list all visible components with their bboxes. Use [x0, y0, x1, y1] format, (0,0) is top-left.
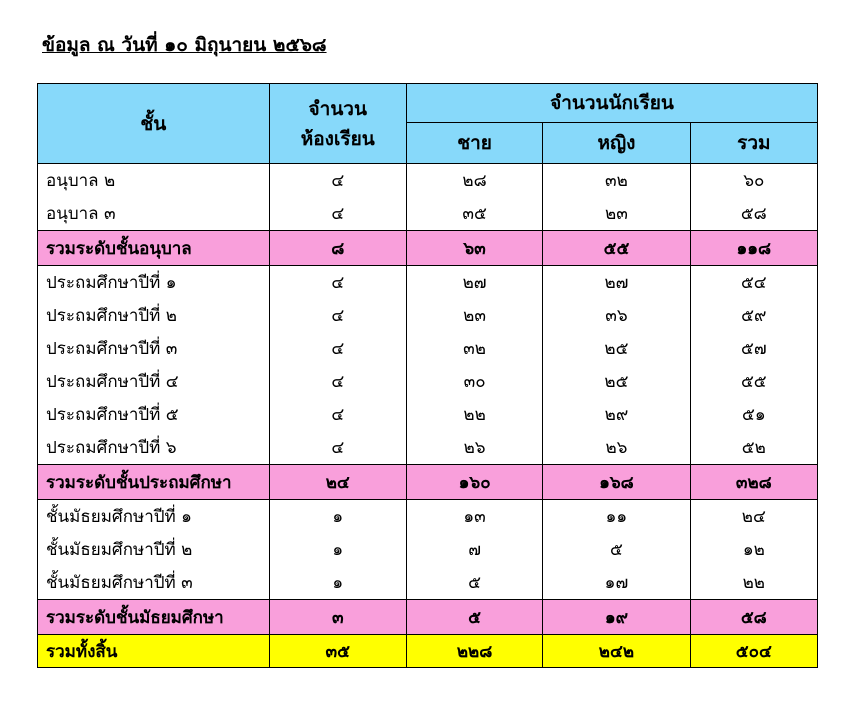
row-female: ๓๒ — [543, 164, 690, 198]
row-rooms: ๔ — [269, 365, 406, 398]
header-rooms-line2: ห้องเรียน — [300, 127, 375, 150]
subtotal-total: ๑๑๘ — [690, 231, 817, 266]
subtotal-rooms: ๒๔ — [269, 465, 406, 500]
row-name: ประถมศึกษาปีที่ ๔ — [38, 365, 270, 398]
row-name: อนุบาล ๒ — [38, 164, 270, 198]
table-row — [38, 500, 818, 534]
subtotal-rooms: ๓ — [269, 600, 406, 635]
table-row — [38, 266, 818, 300]
row-male: ๓๒ — [406, 332, 542, 365]
header-level: ชั้น — [38, 84, 270, 164]
grand-total-rooms: ๓๕ — [269, 635, 406, 668]
row-male: ๕ — [406, 566, 542, 600]
row-female: ๒๖ — [543, 431, 690, 465]
row-total: ๑๒ — [690, 533, 817, 566]
row-female: ๑๗ — [543, 566, 690, 600]
header-rooms — [269, 84, 406, 164]
row-rooms: ๔ — [269, 164, 406, 198]
row-female: ๑๑ — [543, 500, 690, 534]
subtotal-total: ๕๘ — [690, 600, 817, 635]
row-rooms: ๔ — [269, 431, 406, 465]
table-row — [38, 431, 818, 465]
row-rooms: ๔ — [269, 398, 406, 431]
row-male: ๒๖ — [406, 431, 542, 465]
header-female: หญิง — [543, 123, 690, 164]
row-male: ๓๐ — [406, 365, 542, 398]
row-male: ๒๒ — [406, 398, 542, 431]
row-rooms: ๔ — [269, 197, 406, 231]
grand-total-total: ๕๐๔ — [690, 635, 817, 668]
row-female: ๕ — [543, 533, 690, 566]
row-name: อนุบาล ๓ — [38, 197, 270, 231]
row-female: ๒๕ — [543, 332, 690, 365]
row-total: ๒๒ — [690, 566, 817, 600]
row-total: ๕๔ — [690, 266, 817, 300]
row-name: ประถมศึกษาปีที่ ๓ — [38, 332, 270, 365]
row-total: ๕๙ — [690, 299, 817, 332]
header-rooms-line1: จำนวน — [308, 97, 367, 120]
header-students: จำนวนนักเรียน — [406, 84, 817, 123]
table-row — [38, 197, 818, 231]
subtotal-female: ๑๖๘ — [543, 465, 690, 500]
page-title: ข้อมูล ณ วันที่ ๑๐ มิถุนายน ๒๕๖๘ — [42, 34, 327, 56]
subtotal-male: ๖๓ — [406, 231, 542, 266]
row-name: ชั้นมัธยมศึกษาปีที่ ๒ — [38, 533, 270, 566]
subtotal-name: รวมระดับชั้นมัธยมศึกษา — [38, 600, 270, 635]
subtotal-name: รวมระดับชั้นอนุบาล — [38, 231, 270, 266]
subtotal-total: ๓๒๘ — [690, 465, 817, 500]
row-male: ๑๓ — [406, 500, 542, 534]
subtotal-male: ๑๖๐ — [406, 465, 542, 500]
subtotal-male: ๕ — [406, 600, 542, 635]
subtotal-female: ๕๕ — [543, 231, 690, 266]
row-total: ๕๗ — [690, 332, 817, 365]
table-row — [38, 332, 818, 365]
row-name: ชั้นมัธยมศึกษาปีที่ ๑ — [38, 500, 270, 534]
student-table — [37, 83, 818, 668]
row-female: ๒๕ — [543, 365, 690, 398]
subtotal-row-primary — [38, 465, 818, 500]
row-male: ๗ — [406, 533, 542, 566]
row-female: ๓๖ — [543, 299, 690, 332]
subtotal-rooms: ๘ — [269, 231, 406, 266]
row-total: ๕๘ — [690, 197, 817, 231]
row-total: ๒๔ — [690, 500, 817, 534]
subtotal-name: รวมระดับชั้นประถมศึกษา — [38, 465, 270, 500]
table-row — [38, 398, 818, 431]
row-total: ๖๐ — [690, 164, 817, 198]
row-female: ๒๙ — [543, 398, 690, 431]
row-male: ๒๓ — [406, 299, 542, 332]
subtotal-row-secondary — [38, 600, 818, 635]
grand-total-name: รวมทั้งสิ้น — [38, 635, 270, 668]
table-row — [38, 299, 818, 332]
row-rooms: ๑ — [269, 500, 406, 534]
grand-total-male: ๒๒๘ — [406, 635, 542, 668]
row-male: ๒๗ — [406, 266, 542, 300]
header-male: ชาย — [406, 123, 542, 164]
row-total: ๕๕ — [690, 365, 817, 398]
row-name: ประถมศึกษาปีที่ ๒ — [38, 299, 270, 332]
row-name: ประถมศึกษาปีที่ ๑ — [38, 266, 270, 300]
row-total: ๕๑ — [690, 398, 817, 431]
subtotal-row-kindergarten — [38, 231, 818, 266]
row-name: ชั้นมัธยมศึกษาปีที่ ๓ — [38, 566, 270, 600]
row-female: ๒๓ — [543, 197, 690, 231]
row-name: ประถมศึกษาปีที่ ๕ — [38, 398, 270, 431]
row-male: ๒๘ — [406, 164, 542, 198]
row-rooms: ๑ — [269, 566, 406, 600]
row-total: ๕๒ — [690, 431, 817, 465]
row-name: ประถมศึกษาปีที่ ๖ — [38, 431, 270, 465]
subtotal-female: ๑๙ — [543, 600, 690, 635]
grand-total-row — [38, 635, 818, 668]
row-male: ๓๕ — [406, 197, 542, 231]
row-rooms: ๔ — [269, 299, 406, 332]
row-female: ๒๗ — [543, 266, 690, 300]
table-row — [38, 533, 818, 566]
row-rooms: ๑ — [269, 533, 406, 566]
grand-total-female: ๒๔๒ — [543, 635, 690, 668]
table-row — [38, 566, 818, 600]
row-rooms: ๔ — [269, 266, 406, 300]
table-row — [38, 365, 818, 398]
table-row — [38, 164, 818, 198]
header-total: รวม — [690, 123, 817, 164]
row-rooms: ๔ — [269, 332, 406, 365]
